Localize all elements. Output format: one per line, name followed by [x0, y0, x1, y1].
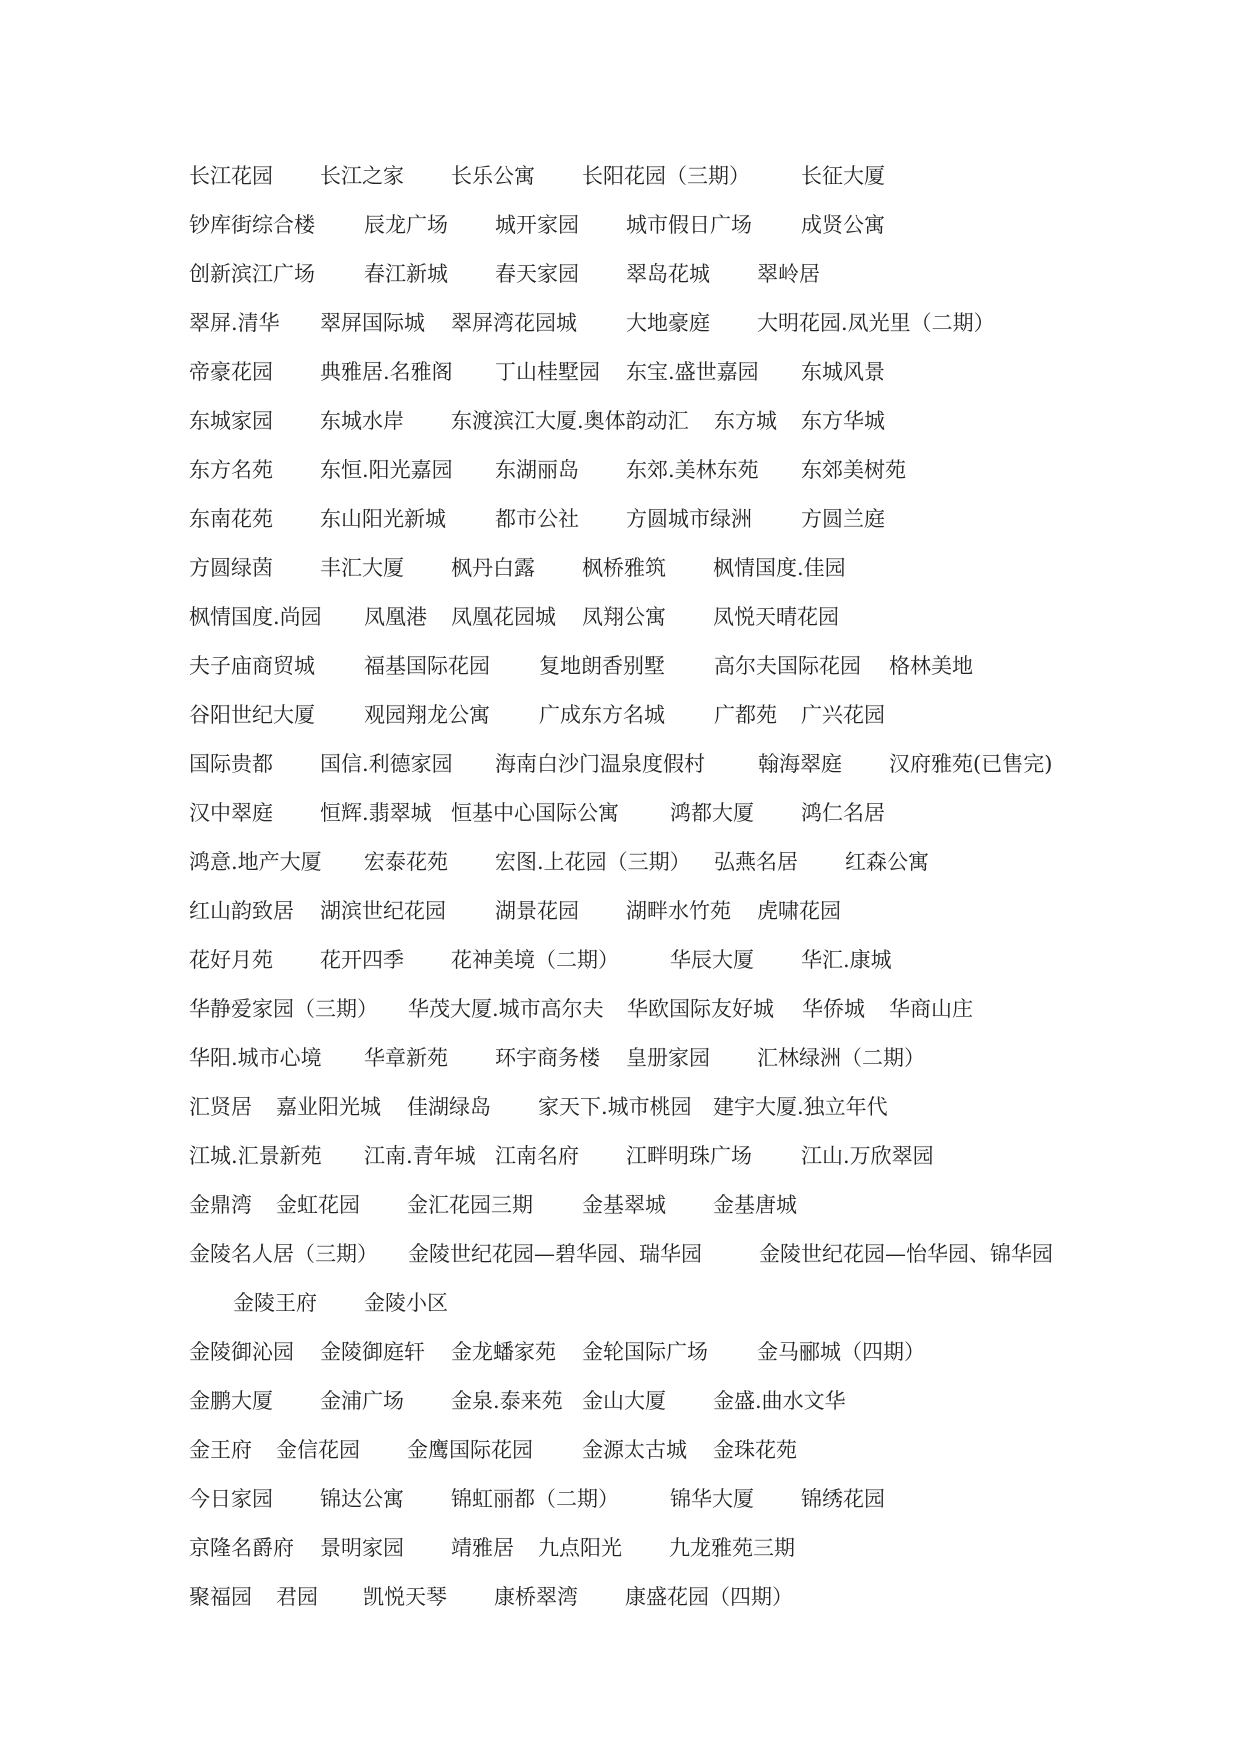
- residence-name: 广成东方名城: [539, 703, 665, 727]
- residence-name: 金基翠城: [582, 1193, 666, 1217]
- residence-name: 湖景花园: [495, 899, 579, 923]
- text-line: [189, 887, 1089, 936]
- residence-name: 锦虹丽都（二期）: [451, 1487, 619, 1511]
- residence-name: 枫丹白露: [451, 556, 535, 580]
- residence-name: 钞库街综合楼: [189, 213, 315, 237]
- text-line: [189, 1475, 1089, 1524]
- residence-name: 金轮国际广场: [582, 1340, 708, 1364]
- residence-name: 金马郦城（四期）: [757, 1340, 925, 1364]
- residence-name: 大地豪庭: [626, 311, 710, 335]
- text-line: [189, 1181, 1089, 1230]
- residence-name: 江南.青年城: [364, 1144, 476, 1168]
- residence-name: 家天下.城市桃园: [538, 1095, 692, 1119]
- residence-name: 凤翔公寓: [582, 605, 666, 629]
- text-line: [189, 936, 1089, 985]
- residence-name: 海南白沙门温泉度假村: [495, 752, 705, 776]
- residence-name: 花好月苑: [189, 948, 273, 972]
- residence-name: 华商山庄: [889, 997, 973, 1021]
- residence-name: 嘉业阳光城: [276, 1095, 381, 1119]
- text-line: [189, 1034, 1089, 1083]
- residence-name: 红山韵致居: [189, 899, 294, 923]
- residence-name: 复地朗香别墅: [539, 654, 665, 678]
- text-line: [189, 1230, 1089, 1279]
- residence-name: 华侨城: [802, 997, 865, 1021]
- residence-name: 东恒.阳光嘉园: [320, 458, 453, 482]
- residence-name: 枫情国度.佳园: [713, 556, 846, 580]
- residence-name: 城开家园: [495, 213, 579, 237]
- residence-name: 长江之家: [320, 164, 404, 188]
- residence-name: 枫情国度.尚园: [189, 605, 322, 629]
- text-line: [189, 1279, 1089, 1328]
- residence-name: 城市假日广场: [626, 213, 752, 237]
- residence-name: 都市公社: [495, 507, 579, 531]
- residence-name: 华静爱家园（三期）: [189, 997, 378, 1021]
- residence-name: 翰海翠庭: [758, 752, 842, 776]
- residence-name: 广都苑: [714, 703, 777, 727]
- residence-name: 东方名苑: [189, 458, 273, 482]
- residence-name: 金汇花园三期: [407, 1193, 533, 1217]
- text-line: [189, 691, 1089, 740]
- residence-name: 京隆名爵府: [189, 1536, 294, 1560]
- text-line: [189, 348, 1089, 397]
- residence-name: 鸿意.地产大厦: [189, 850, 322, 874]
- residence-name: 锦达公寓: [320, 1487, 404, 1511]
- text-line: [189, 201, 1089, 250]
- residence-name: 华阳.城市心境: [189, 1046, 322, 1070]
- residence-name: 成贤公寓: [801, 213, 885, 237]
- residence-name: 江城.汇景新苑: [189, 1144, 322, 1168]
- residence-name: 金王府: [189, 1438, 252, 1462]
- residence-name: 东南花苑: [189, 507, 273, 531]
- residence-name: 聚福园: [189, 1585, 252, 1609]
- residence-name: 丰汇大厦: [320, 556, 404, 580]
- text-line: [189, 740, 1089, 789]
- residence-name: 广兴花园: [801, 703, 885, 727]
- residence-name: 东宝.盛世嘉园: [626, 360, 759, 384]
- residence-name: 金山大厦: [582, 1389, 666, 1413]
- residence-name: 金泉.泰来苑: [451, 1389, 563, 1413]
- residence-name: 长江花园: [189, 164, 273, 188]
- residence-name: 景明家园: [320, 1536, 404, 1560]
- text-line: [189, 299, 1089, 348]
- text-line: [189, 838, 1089, 887]
- residence-name: 君园: [276, 1585, 318, 1609]
- residence-name: 春江新城: [364, 262, 448, 286]
- residence-name: 环宇商务楼: [495, 1046, 600, 1070]
- text-line: [189, 1132, 1089, 1181]
- text-line: [189, 1426, 1089, 1475]
- residence-name: 金虹花园: [276, 1193, 360, 1217]
- residence-name: 长征大厦: [801, 164, 885, 188]
- residence-name: 金基唐城: [713, 1193, 797, 1217]
- residence-name: 佳湖绿岛: [407, 1095, 491, 1119]
- text-line: [189, 985, 1089, 1034]
- residential-list: [189, 152, 1089, 1622]
- residence-name: 福基国际花园: [364, 654, 490, 678]
- text-line: [189, 1377, 1089, 1426]
- residence-name: 长阳花园（三期）: [582, 164, 750, 188]
- residence-name: 华茂大厦.城市高尔夫: [408, 997, 604, 1021]
- text-line: [189, 1083, 1089, 1132]
- residence-name: 湖滨世纪花园: [320, 899, 446, 923]
- text-line: [189, 397, 1089, 446]
- residence-name: 帝豪花园: [189, 360, 273, 384]
- residence-name: 方圆城市绿洲: [626, 507, 752, 531]
- text-line: [189, 250, 1089, 299]
- residence-name: 东方华城: [801, 409, 885, 433]
- residence-name: 辰龙广场: [364, 213, 448, 237]
- residence-name: 翠屏.清华: [189, 311, 280, 335]
- residence-name: 金陵世纪花园—怡华园、锦华园: [759, 1242, 1053, 1266]
- text-line: [189, 152, 1089, 201]
- residence-name: 翠屏国际城: [320, 311, 425, 335]
- text-line: [189, 495, 1089, 544]
- residence-name: 金陵御沁园: [189, 1340, 294, 1364]
- residence-name: 东城家园: [189, 409, 273, 433]
- residence-name: 湖畔水竹苑: [626, 899, 731, 923]
- residence-name: 翠岛花城: [626, 262, 710, 286]
- residence-name: 江南名府: [495, 1144, 579, 1168]
- residence-name: 金鹏大厦: [189, 1389, 273, 1413]
- residence-name: 皇册家园: [626, 1046, 710, 1070]
- residence-name: 今日家园: [189, 1487, 273, 1511]
- residence-name: 翠屏湾花园城: [451, 311, 577, 335]
- residence-name: 创新滨江广场: [189, 262, 315, 286]
- residence-name: 金源太古城: [582, 1438, 687, 1462]
- residence-name: 花开四季: [320, 948, 404, 972]
- residence-name: 建宇大厦.独立年代: [713, 1095, 888, 1119]
- residence-name: 华章新苑: [364, 1046, 448, 1070]
- residence-name: 凤凰花园城: [451, 605, 556, 629]
- residence-name: 金鼎湾: [189, 1193, 252, 1217]
- residence-name: 方圆兰庭: [801, 507, 885, 531]
- residence-name: 江畔明珠广场: [626, 1144, 752, 1168]
- residence-name: 金陵御庭轩: [320, 1340, 425, 1364]
- residence-name: 典雅居.名雅阁: [320, 360, 453, 384]
- residence-name: 东郊.美林东苑: [626, 458, 759, 482]
- residence-name: 东方城: [714, 409, 777, 433]
- residence-name: 金鹰国际花园: [407, 1438, 533, 1462]
- residence-name: 格林美地: [889, 654, 973, 678]
- residence-name: 九龙雅苑三期: [669, 1536, 795, 1560]
- residence-name: 靖雅居: [451, 1536, 514, 1560]
- residence-name: 金龙蟠家苑: [451, 1340, 556, 1364]
- residence-name: 东山阳光新城: [320, 507, 446, 531]
- residence-name: 丁山桂墅园: [495, 360, 600, 384]
- text-line: [189, 1524, 1089, 1573]
- residence-name: 汇贤居: [189, 1095, 252, 1119]
- residence-name: 方圆绿茵: [189, 556, 273, 580]
- text-line: [189, 1328, 1089, 1377]
- residence-name: 汉府雅苑(已售完): [889, 752, 1053, 776]
- residence-name: 金陵王府: [233, 1291, 317, 1315]
- residence-name: 宏图.上花园（三期）: [495, 850, 691, 874]
- residence-name: 江山.万欣翠园: [801, 1144, 934, 1168]
- residence-name: 高尔夫国际花园: [714, 654, 861, 678]
- residence-name: 汇林绿洲（二期）: [757, 1046, 925, 1070]
- residence-name: 鸿仁名居: [801, 801, 885, 825]
- residence-name: 康桥翠湾: [494, 1585, 578, 1609]
- residence-name: 春天家园: [495, 262, 579, 286]
- residence-name: 恒辉.翡翠城: [320, 801, 432, 825]
- text-line: [189, 593, 1089, 642]
- residence-name: 国信.利德家园: [320, 752, 453, 776]
- residence-name: 东城风景: [801, 360, 885, 384]
- residence-name: 东郊美树苑: [801, 458, 906, 482]
- residence-name: 翠岭居: [757, 262, 820, 286]
- residence-name: 康盛花园（四期）: [625, 1585, 793, 1609]
- residence-name: 金陵世纪花园—碧华园、瑞华园: [408, 1242, 702, 1266]
- residence-name: 华辰大厦: [670, 948, 754, 972]
- residence-name: 金浦广场: [320, 1389, 404, 1413]
- residence-name: 金陵小区: [364, 1291, 448, 1315]
- residence-name: 长乐公寓: [451, 164, 535, 188]
- residence-name: 观园翔龙公寓: [364, 703, 490, 727]
- residence-name: 东渡滨江大厦.奥体韵动汇: [451, 409, 689, 433]
- residence-name: 国际贵都: [189, 752, 273, 776]
- residence-name: 金陵名人居（三期）: [189, 1242, 378, 1266]
- residence-name: 花神美境（二期）: [451, 948, 619, 972]
- residence-name: 谷阳世纪大厦: [189, 703, 315, 727]
- residence-name: 金珠花苑: [713, 1438, 797, 1462]
- residence-name: 夫子庙商贸城: [189, 654, 315, 678]
- residence-name: 金信花园: [276, 1438, 360, 1462]
- residence-name: 凤凰港: [364, 605, 427, 629]
- residence-name: 红森公寓: [845, 850, 929, 874]
- text-line: [189, 446, 1089, 495]
- residence-name: 东湖丽岛: [495, 458, 579, 482]
- residence-name: 大明花园.凤光里（二期）: [757, 311, 995, 335]
- residence-name: 鸿都大厦: [670, 801, 754, 825]
- residence-name: 锦华大厦: [670, 1487, 754, 1511]
- residence-name: 宏泰花苑: [364, 850, 448, 874]
- text-line: [189, 1573, 1089, 1622]
- residence-name: 凯悦天琴: [363, 1585, 447, 1609]
- residence-name: 虎啸花园: [757, 899, 841, 923]
- text-line: [189, 789, 1089, 838]
- residence-name: 凤悦天晴花园: [713, 605, 839, 629]
- residence-name: 枫桥雅筑: [582, 556, 666, 580]
- residence-name: 东城水岸: [320, 409, 404, 433]
- residence-name: 九点阳光: [538, 1536, 622, 1560]
- residence-name: 锦绣花园: [801, 1487, 885, 1511]
- residence-name: 恒基中心国际公寓: [451, 801, 619, 825]
- residence-name: 弘燕名居: [714, 850, 798, 874]
- residence-name: 华汇.康城: [801, 948, 892, 972]
- residence-name: 汉中翠庭: [189, 801, 273, 825]
- text-line: [189, 642, 1089, 691]
- residence-name: 金盛.曲水文华: [713, 1389, 846, 1413]
- residence-name: 华欧国际友好城: [627, 997, 774, 1021]
- text-line: [189, 544, 1089, 593]
